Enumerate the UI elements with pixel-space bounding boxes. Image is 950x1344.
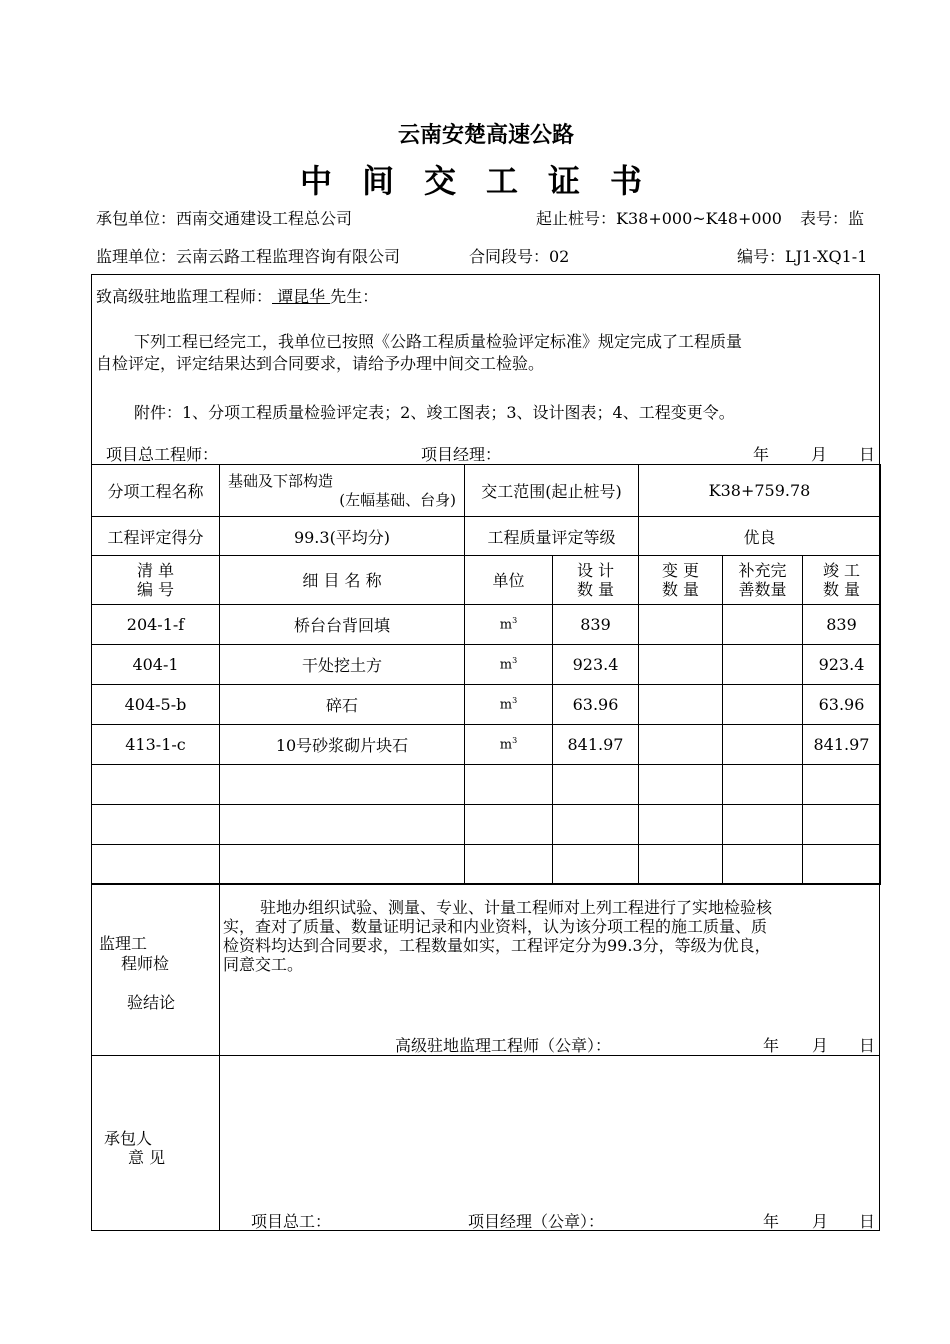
attachments: 附件：1、分项工程质量检验评定表；2、竣工图表；3、设计图表；4、工程变更令。 (134, 403, 735, 422)
row-design: 841.97 (553, 725, 639, 765)
header-design-l1: 设 计 (576, 561, 615, 580)
row-design: 63.96 (553, 685, 639, 725)
row-final: 841.97 (803, 725, 881, 765)
contractor-manager: 项目经理（公章）： (468, 1212, 605, 1231)
letter-body (96, 331, 742, 375)
quantity-table (91, 464, 881, 885)
salutation-prefix: 致高级驻地监理工程师： (96, 287, 273, 306)
contractor-label-l2: 意 见 (128, 1148, 166, 1167)
score-label: 工程评定得分 (92, 517, 220, 556)
row-supp (723, 645, 803, 685)
certificate-title: 中间交工证书 (299, 162, 672, 200)
row-unit-power: 3 (512, 616, 518, 626)
header-supp (723, 556, 803, 605)
row-final: 63.96 (803, 685, 881, 725)
info-row-score (92, 517, 881, 556)
chief-engineer-label: 项目总工程师： (106, 445, 219, 464)
form-number: 表号：监 (800, 209, 865, 228)
table-row-empty (92, 805, 881, 845)
table-row (92, 685, 881, 725)
header-unit: 单位 (465, 556, 553, 605)
contractor-divider (91, 1055, 880, 1056)
item-name-value (220, 465, 465, 517)
row-code: 404-1 (92, 645, 220, 685)
row-code: 413-1-c (92, 725, 220, 765)
row-final: 839 (803, 605, 881, 645)
header-final-l2: 数 量 (822, 580, 861, 599)
range-label: 交工范围(起止桩号) (465, 465, 639, 517)
engineer-name: 谭昆华 (272, 287, 331, 306)
date-day: 日 (859, 445, 876, 464)
row-name: 桥台台背回填 (220, 605, 465, 645)
supervision-day: 日 (859, 1036, 876, 1055)
supervision-text (223, 898, 772, 974)
contractor-unit: 承包单位：西南交通建设工程总公司 (96, 209, 353, 228)
row-final: 923.4 (803, 645, 881, 685)
contract-section: 合同段号：02 (469, 247, 570, 266)
table-row (92, 605, 881, 645)
row-name: 干处挖土方 (220, 645, 465, 685)
table-row-empty (92, 845, 881, 885)
supervision-text-l2: 实，查对了质量、数量证明记录和内业资料，认为该分项工程的施工质量、质 (223, 917, 768, 936)
range-value: K38+759.78 (639, 465, 881, 517)
header-supp-l1: 补充完 (738, 561, 787, 580)
header-code-l1: 清 单 (136, 561, 175, 580)
header-final (803, 556, 881, 605)
row-unit-base: m (499, 697, 513, 713)
header-final-l1: 竣 工 (822, 561, 861, 580)
date-month: 月 (811, 445, 828, 464)
document-title: 云南安楚高速公路 (397, 123, 574, 148)
score-value: 99.3(平均分) (220, 517, 465, 556)
row-unit-power: 3 (512, 736, 518, 746)
supervision-year: 年 (763, 1036, 780, 1055)
header-name: 细 目 名 称 (220, 556, 465, 605)
row-unit-power: 3 (512, 656, 518, 666)
row-name: 10号砂浆砌片块石 (220, 725, 465, 765)
letter-body-line1: 下列工程已经完工，我单位已按照《公路工程质量检验评定标准》规定完成了工程质量 (134, 332, 743, 351)
row-change (639, 605, 723, 645)
header-code (92, 556, 220, 605)
row-unit (465, 645, 553, 685)
header-design-l2: 数 量 (576, 580, 615, 599)
row-change (639, 725, 723, 765)
contractor-chief: 项目总工： (251, 1212, 332, 1231)
row-unit (465, 605, 553, 645)
header-supp-l2: 善数量 (738, 580, 787, 599)
row-name: 碎石 (220, 685, 465, 725)
project-manager-label: 项目经理： (421, 445, 502, 464)
row-unit-base: m (499, 737, 513, 753)
station-range: 起止桩号：K38+000~K48+000 (536, 209, 782, 228)
row-unit-base: m (499, 617, 513, 633)
header-change-l1: 变 更 (661, 561, 700, 580)
supervision-text-l1: 驻地办组织试验、测量、专业、计量工程师对上列工程进行了实地检验核 (260, 898, 773, 917)
header-change (639, 556, 723, 605)
serial-number: 编号：LJ1-XQ1-1 (737, 247, 868, 266)
table-row (92, 725, 881, 765)
supervision-text-l4: 同意交工。 (223, 955, 304, 974)
supervision-month: 月 (812, 1036, 829, 1055)
contractor-day: 日 (859, 1212, 876, 1231)
row-change (639, 645, 723, 685)
salutation (96, 284, 378, 307)
supervision-label-l3: 验结论 (127, 993, 176, 1012)
row-supp (723, 605, 803, 645)
contractor-month: 月 (812, 1212, 829, 1231)
row-design: 923.4 (553, 645, 639, 685)
date-year: 年 (753, 445, 770, 464)
supervision-label-l1: 监理工 (99, 934, 148, 953)
header-code-l2: 编 号 (136, 580, 175, 599)
row-unit (465, 685, 553, 725)
grade-value: 优良 (639, 517, 881, 556)
item-name-line1: 基础及下部构造 (228, 471, 334, 490)
contractor-year: 年 (763, 1212, 780, 1231)
row-supp (723, 725, 803, 765)
table-row (92, 645, 881, 685)
row-code: 204-1-f (92, 605, 220, 645)
header-design (553, 556, 639, 605)
row-design: 839 (553, 605, 639, 645)
contractor-label-l1: 承包人 (104, 1129, 153, 1148)
item-name-line2: (左幅基础、台身) (339, 490, 456, 509)
letter-body-line2: 自检评定，评定结果达到合同要求，请给予办理中间交工检验。 (96, 354, 545, 373)
item-name-label: 分项工程名称 (92, 465, 220, 517)
section-divider (219, 883, 220, 1231)
row-unit-power: 3 (512, 696, 518, 706)
row-unit (465, 725, 553, 765)
supervision-text-l3: 检资料均达到合同要求，工程数量如实，工程评定分为99.3分，等级为优良， (223, 936, 771, 955)
row-change (639, 685, 723, 725)
row-unit-base: m (499, 657, 513, 673)
supervision-sign: 高级驻地监理工程师（公章）： (395, 1036, 612, 1055)
row-code: 404-5-b (92, 685, 220, 725)
salutation-suffix: 先生： (330, 287, 379, 306)
supervisor-unit: 监理单位：云南云路工程监理咨询有限公司 (96, 247, 401, 266)
row-supp (723, 685, 803, 725)
info-row-item (92, 465, 881, 517)
table-row-empty (92, 765, 881, 805)
supervision-label-l2: 程师检 (121, 954, 170, 973)
header-change-l2: 数 量 (661, 580, 700, 599)
table-header-row (92, 556, 881, 605)
grade-label: 工程质量评定等级 (465, 517, 639, 556)
